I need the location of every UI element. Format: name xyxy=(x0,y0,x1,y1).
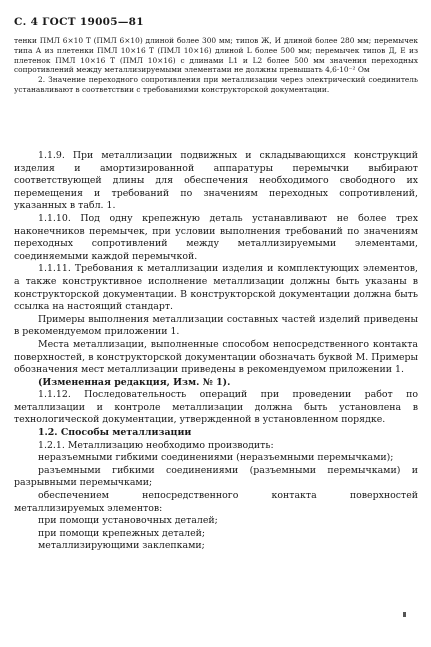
list-item: обеспечением непосредственного контакта поверхностей металлизируемых элементов: xyxy=(14,490,418,514)
para-1-2-1: 1.2.1. Металлизацию необходимо производить: xyxy=(38,439,274,451)
amendment-note: (Измененная редакция, Изм. № 1). xyxy=(38,376,231,388)
list-item: неразъемными гибкими соединениями (неразъемными перемычками); xyxy=(38,452,394,464)
body-text xyxy=(14,150,418,553)
notes-block xyxy=(14,36,418,95)
note-continuation: тенки ПМЛ 6×10 Т (ПМЛ 6×10) длиной более 300 мм; типов Ж, И длиной более 280 мм; перемычек типа А из плетенки ПМЛ 10×16 Т (ПМЛ 10×16) длиной L более 500 мм; перемычек типов Д, Е из плетенок ПМЛ 10×16 Т (ПМЛ 10×16) с длинами L1 и L2 более 500 мм значения переходных сопротивлений между металлизируемыми элементами не должны превышать 4,6·10⁻² Ом xyxy=(14,36,418,75)
section-heading: 1.2. Способы металлизации xyxy=(38,427,192,439)
list-item: разъемными гибкими соединениями (разъемными перемычками) и разрывными перемычками; xyxy=(14,464,418,489)
page-header: С. 4 ГОСТ 19005—81 xyxy=(14,16,144,28)
list-item: при помощи установочных деталей; xyxy=(38,515,218,527)
para-1-1-10: 1.1.10. Под одну крепежную деталь устанавливают не более трех наконечников перемычек, при условии выполнения требований по значениям переходных сопротивлений между металлизируемыми элементами, соединяемыми каждой перемычкой. xyxy=(14,212,418,262)
para-1-1-12: 1.1.12. Последовательность операций при проведении работ по металлизации и контроле металлизации должна быть установлена в технологической документации, утвержденной в установленном порядке. xyxy=(14,389,418,426)
list-item: металлизирующими заклепками; xyxy=(38,540,205,552)
methods-list xyxy=(14,452,418,553)
note-2: 2. Значение переходного сопротивления при металлизации через электрический соединитель устанавливают в соответствии с требованиями конструкторской документации. xyxy=(14,75,418,94)
list-item: при помощи крепежных деталей; xyxy=(38,527,206,539)
para-places: Места металлизации, выполненные способом непосредственного контакта поверхностей, в конструкторской документации обозначать буквой М. Примеры обозначения мест металлизации приведены в рекомендуемом приложении 1. xyxy=(14,338,418,376)
para-1-1-11: 1.1.11. Требования к металлизации изделия и комплектующих элементов, а также конструктивное исполнение металлизации должны быть указаны в конструкторской документации. В конструкторской документации должна быть ссылка на настоящий стандарт. xyxy=(14,263,418,313)
para-1-1-9: 1.1.9. При металлизации подвижных и складывающихся конструкций изделия и амортизированной аппаратуры перемычки выбирают соответствующей длины для обеспечения необходимого свободного их перемещения и требований по значениям переходных сопротивлений, указанных в табл. 1. xyxy=(14,150,418,212)
scan-mark xyxy=(403,612,406,617)
para-examples: Примеры выполнения металлизации составных частей изделий приведены в рекомендуемом приложении 1. xyxy=(14,313,418,338)
